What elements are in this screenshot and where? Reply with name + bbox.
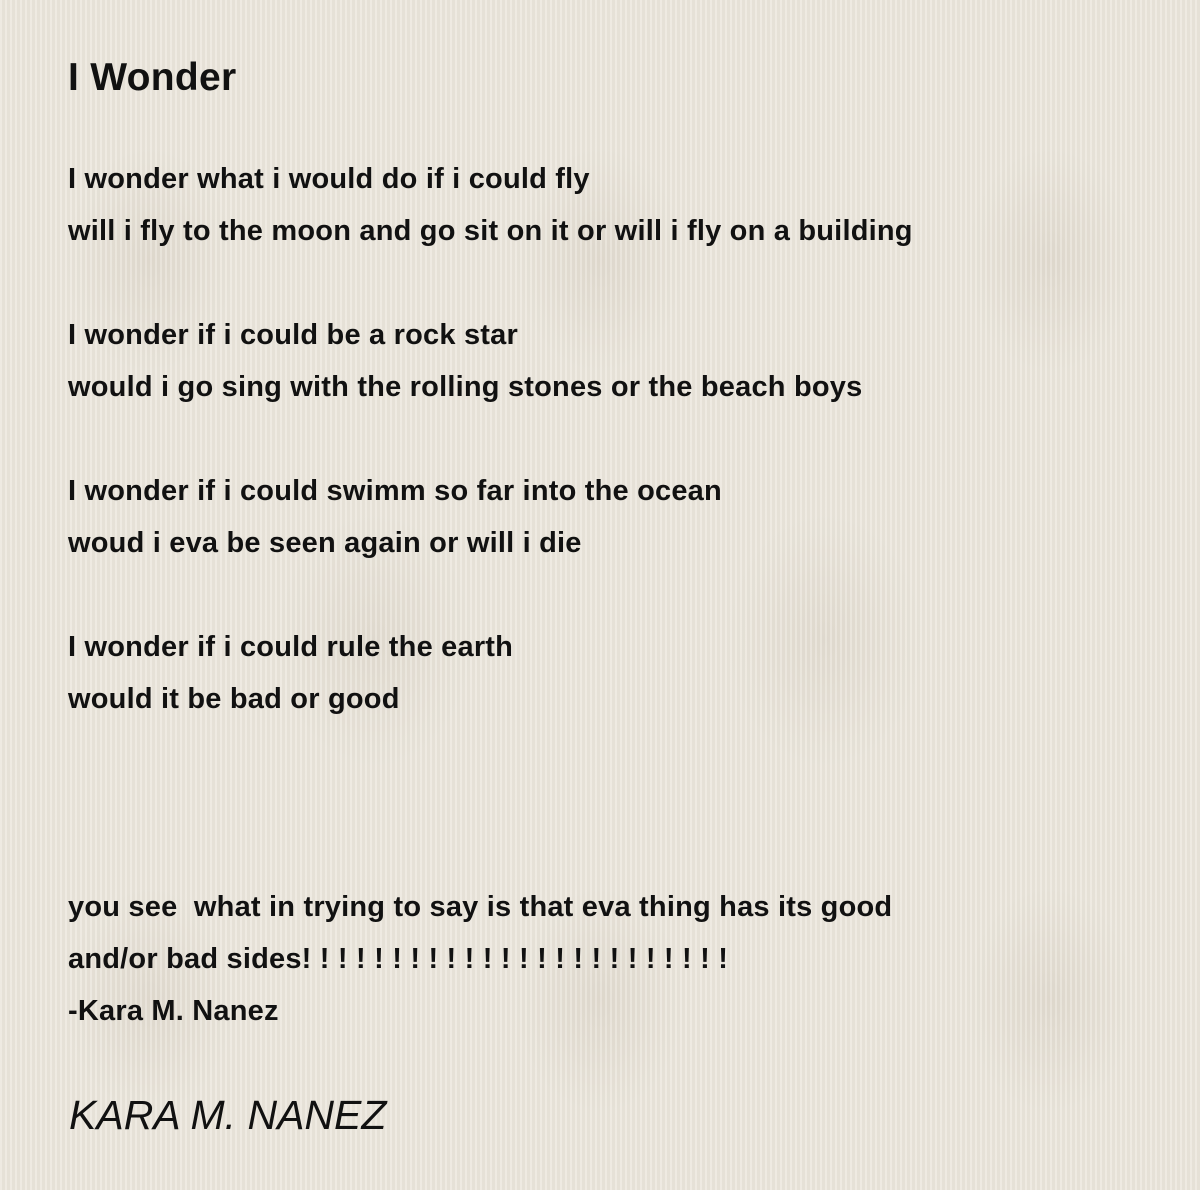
poem-line: you see what in trying to say is that eva thing has its good [68,891,893,923]
poem-title: I Wonder [68,56,237,99]
poem-line [68,777,913,829]
poem-body [68,153,913,1037]
poem-author: KARA M. NANEZ [69,1092,387,1138]
poem-line: and/or bad sides! ! ! ! ! ! ! ! ! ! ! ! ! ! ! ! ! ! ! ! ! ! ! ! [68,943,729,975]
poem-line: I wonder if i could rule the earth [68,631,514,663]
poem-line: I wonder if i could be a rock star [68,319,518,351]
poem-line: woud i eva be seen again or will i die [68,527,582,559]
poem-line [68,725,913,777]
poem-line: will i fly to the moon and go sit on it or will i fly on a building [68,215,913,247]
poem-line [68,413,913,465]
poem-line [68,829,913,881]
poem-line [68,569,913,621]
poem-line: I wonder what i would do if i could fly [68,163,590,195]
poem-line: I wonder if i could swimm so far into the ocean [68,475,722,507]
poem-line: would i go sing with the rolling stones or the beach boys [68,371,863,403]
poem-line: would it be bad or good [68,683,400,715]
poem-line [68,257,913,309]
poem-line: -Kara M. Nanez [68,995,279,1027]
